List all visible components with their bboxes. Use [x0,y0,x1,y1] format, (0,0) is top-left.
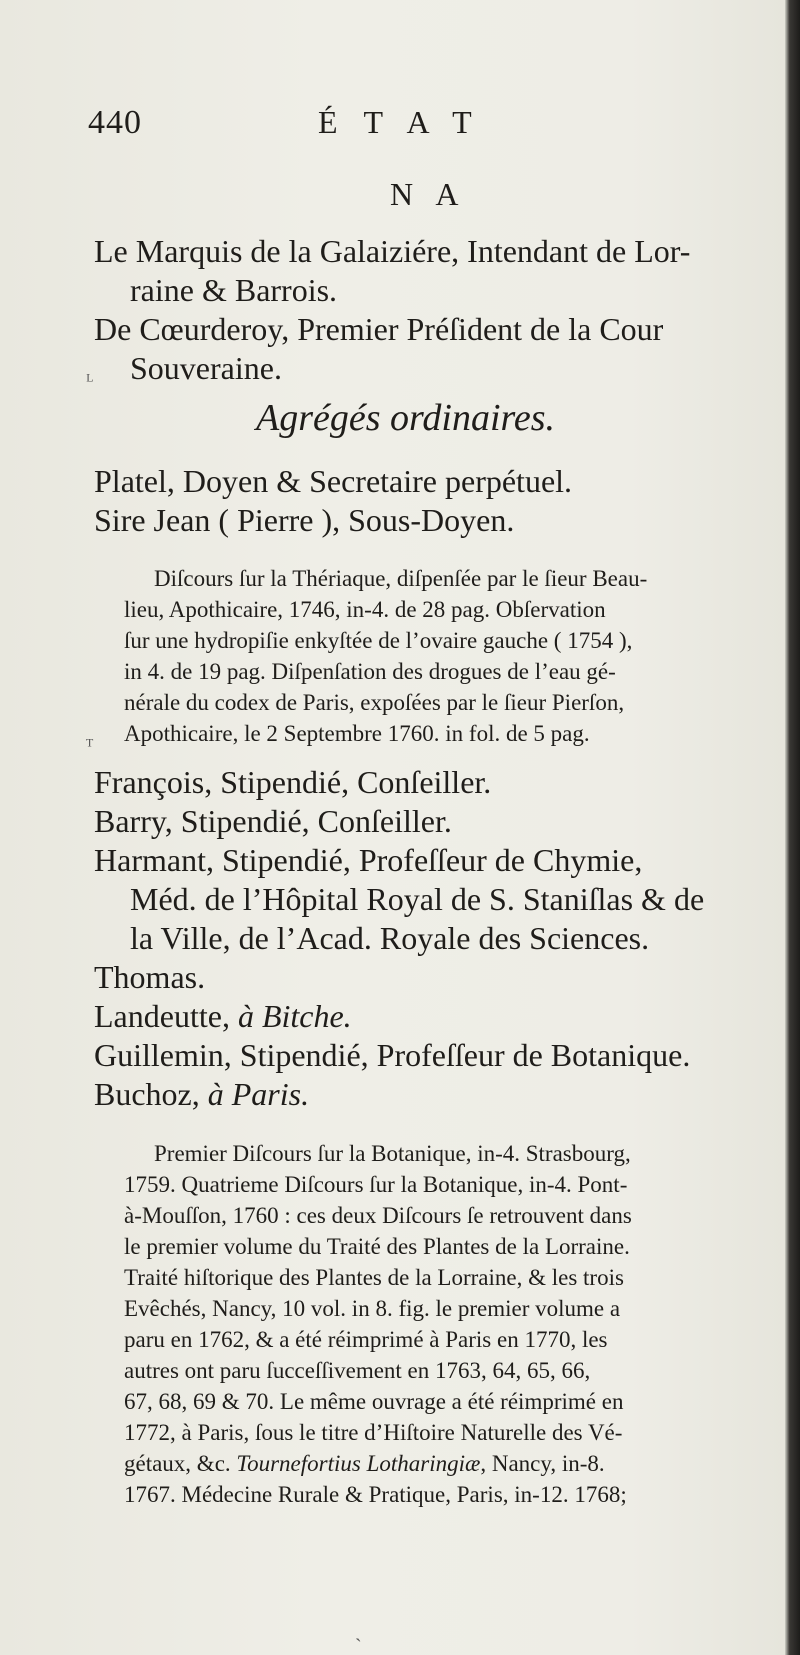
member-line: Barry, Stipendié, Conſeiller. [94,803,452,839]
note-line: 67, 68, 69 & 70. Le même ouvrage a été réimprimé en [124,1389,624,1414]
officer-line: De Cœurderoy, Premier Préſident de la Cour [94,311,664,347]
page-edge-shadow [785,0,800,1655]
note-line: Diſcours ſur la Thériaque, diſpenſée par le ſieur Beau- [154,566,648,591]
officer-line: Le Marquis de la Galaiziére, Intendant de Lor- [94,233,691,269]
note-line-with-italic-title [124,1451,605,1477]
member-line: la Ville, de l’Acad. Royale des Sciences. [130,920,650,956]
officer-line: Souveraine. [130,350,282,386]
section-title: Agrégés ordinaires. [256,397,556,439]
note-line: in 4. de 19 pag. Diſpenſation des drogues de l’eau gé- [124,659,616,684]
member-line: Guillemin, Stipendié, Profeſſeur de Botanique. [94,1037,691,1073]
note-line: nérale du codex de Paris, expoſées par le ſieur Pierſon, [124,690,625,715]
note-line: Apothicaire, le 2 Septembre 1760. in fol. de 5 pag. [124,721,590,746]
member-line-landeutte [94,998,352,1035]
note-line: 1767. Médecine Rurale & Pratique, Paris, in-12. 1768; [124,1482,627,1507]
running-head [88,104,708,154]
page-title: ÉTAT [318,104,498,140]
member-line: Platel, Doyen & Secretaire perpétuel. [94,463,573,499]
member-line: Harmant, Stipendié, Profeſſeur de Chymie, [94,842,643,878]
note-line: 1759. Quatrieme Diſcours ſur la Botanique, in-4. Pont- [124,1172,628,1197]
member-line: François, Stipendié, Conſeiller. [94,764,492,800]
stray-mark: ˎ [355,1620,362,1642]
member-line-buchoz [94,1076,309,1113]
block-heading: N A [390,176,467,212]
note-line: lieu, Apothicaire, 1746, in-4. de 28 pag. Obſervation [124,597,606,622]
note-line: à-Mouſſon, 1760 : ces deux Diſcours ſe retrouvent dans [124,1203,632,1228]
member-place: à Paris. [207,1076,310,1112]
note-line: 1772, à Paris, ſous le titre d’Hiſtoire Naturelle des Vé- [124,1420,623,1445]
note-text: , Nancy, in-8. [480,1451,605,1476]
member-name: Landeutte, [94,998,230,1034]
note-line: autres ont paru ſucceſſivement en 1763, 64, 65, 66, [124,1358,591,1383]
note-line: paru en 1762, & a été réimprimé à Paris en 1770, les [124,1327,608,1352]
member-name: Buchoz, [94,1076,200,1112]
member-line: Thomas. [94,959,206,995]
member-line: Méd. de l’Hôpital Royal de S. Staniſlas & de [130,881,705,917]
book-title: Tournefortius Lotharingiæ [236,1451,481,1476]
note-line: le premier volume du Traité des Plantes de la Lorraine. [124,1234,630,1259]
note-line: Evêchés, Nancy, 10 vol. in 8. fig. le premier volume a [124,1296,621,1321]
note-line: ſur une hydropiſie enkyſtée de l’ovaire gauche ( 1754 ), [124,628,633,653]
member-line: Sire Jean ( Pierre ), Sous-Doyen. [94,502,515,538]
member-place: à Bitche. [237,998,352,1034]
note-line: Traité hiſtorique des Plantes de la Lorraine, & les trois [124,1265,624,1290]
note-line: Premier Diſcours ſur la Botanique, in-4. Strasbourg, [154,1141,631,1166]
note-text: gétaux, &c. [124,1451,231,1476]
stray-mark: ᵀ [86,735,94,757]
page-number: 440 [88,104,142,141]
officer-line: raine & Barrois. [130,272,338,308]
stray-mark: ᴸ [86,370,94,392]
